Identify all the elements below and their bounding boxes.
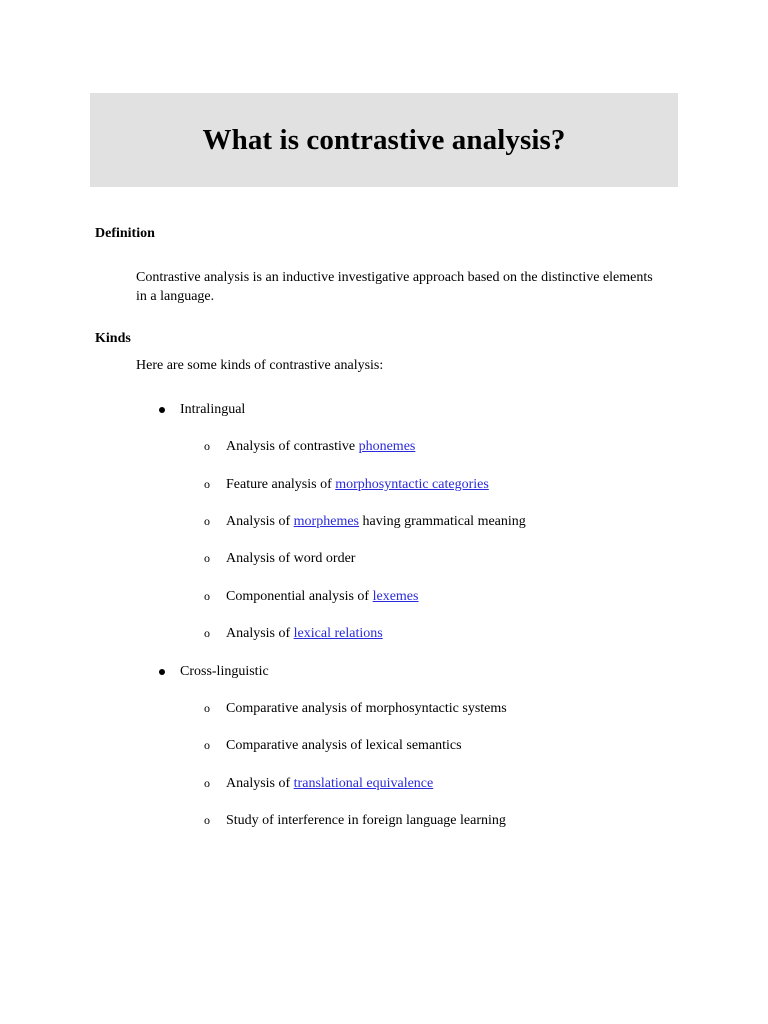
definition-heading: Definition [95,226,155,241]
bullet-icon [159,407,165,413]
item-text-suffix: having grammatical meaning [359,514,526,529]
phonemes-link[interactable]: phonemes [358,439,416,454]
item-text: Analysis of contrastive [226,439,359,454]
item-text: Analysis of word order [226,551,356,566]
sub-list-item [204,774,433,793]
definition-text: Contrastive analysis is an inductive investigative approach based on the distinctive elements in a language. [136,270,653,304]
circle-bullet-icon: o [204,813,210,827]
sub-list-item [204,736,462,755]
item-text: Analysis of [226,514,294,529]
circle-bullet-icon: o [204,626,210,640]
kinds-heading: Kinds [95,331,131,346]
sub-list-item [204,811,506,830]
item-text: Comparative analysis of morphosyntactic systems [226,701,507,716]
item-text: Analysis of [226,626,294,641]
circle-bullet-icon: o [204,477,210,491]
circle-bullet-icon: o [204,738,210,752]
morphosyntactic-categories-link[interactable]: morphosyntactic categories [335,477,489,492]
group-label: Intralingual [180,402,246,417]
item-text: Comparative analysis of lexical semantics [226,738,462,753]
item-text: Componential analysis of [226,589,373,604]
sub-list-item [204,475,489,494]
item-text: Analysis of [226,776,294,791]
sub-list-item [204,437,415,456]
list-item-cross-linguistic [159,662,269,681]
bullet-icon [159,669,165,675]
lexical-relations-link[interactable]: lexical relations [293,626,383,641]
translational-equivalence-link[interactable]: translational equivalence [293,776,434,791]
sub-list-item [204,699,507,718]
circle-bullet-icon: o [204,776,210,790]
morphemes-link[interactable]: morphemes [293,514,359,529]
circle-bullet-icon: o [204,514,210,528]
item-text: Study of interference in foreign language learning [226,813,506,828]
circle-bullet-icon: o [204,439,210,453]
lexemes-link[interactable]: lexemes [372,589,419,604]
kinds-intro-text: Here are some kinds of contrastive analysis: [136,358,384,373]
list-item-intralingual [159,400,245,419]
sub-list-item [204,512,526,531]
group-label: Cross-linguistic [180,664,269,679]
sub-list-item [204,624,383,643]
title-banner [90,93,678,187]
sub-list-item [204,587,418,606]
circle-bullet-icon: o [204,589,210,603]
circle-bullet-icon: o [204,701,210,715]
circle-bullet-icon: o [204,551,210,565]
sub-list-item [204,549,355,568]
page-title: What is contrastive analysis? [202,123,566,156]
item-text: Feature analysis of [226,477,336,492]
